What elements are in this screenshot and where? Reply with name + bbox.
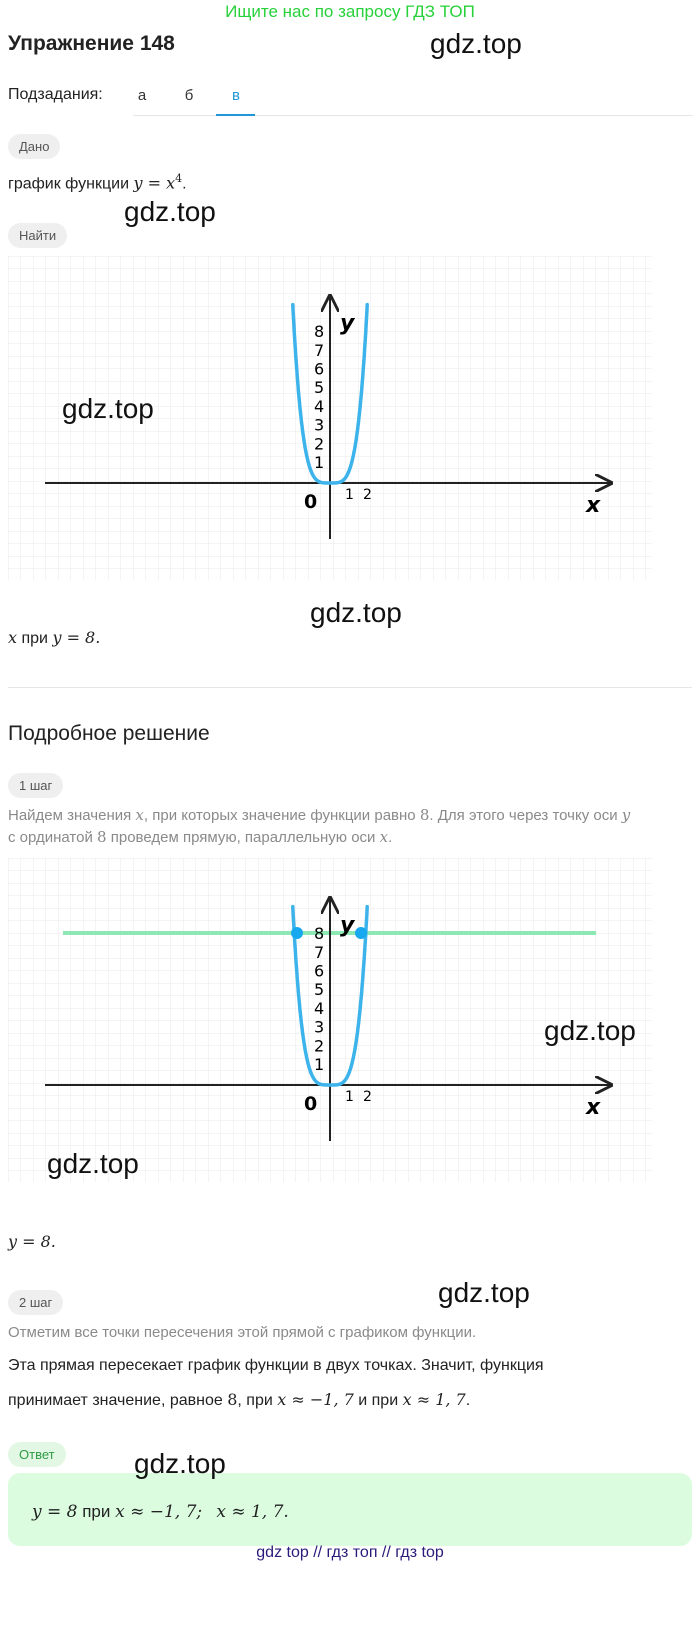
given-prefix: график функции [8,175,130,193]
x-axis-label: x [586,493,601,518]
y-tick-label: 4 [314,998,325,1018]
given-exponent: 4 [175,172,183,185]
x-tick-label: 1 [345,1089,354,1105]
answer-text [32,1502,289,1522]
origin-label: 0 [304,491,318,513]
given-suffix: . [182,175,187,193]
step1-text: . [388,829,393,846]
step2-text: . [465,1392,471,1409]
find-pill: Найти [8,223,67,248]
y-tick-label: 8 [314,924,325,944]
y-tick-label: 3 [314,1017,325,1037]
y-tick-label: 7 [314,340,325,360]
answer-math: x ≈ −1, 7; [115,1502,203,1522]
step1-math: x [379,828,389,846]
y-tick-label: 2 [314,1036,325,1056]
step2-line2 [8,1390,470,1410]
y-axis-label: y [340,913,355,938]
step2-pill: 2 шаг [8,1290,63,1315]
tab-b[interactable]: б [184,87,194,104]
divider [8,687,692,688]
step1-math: 8 [419,806,430,824]
y-tick-label: 3 [314,415,325,435]
step1-math: y [621,806,631,824]
y-tick-label: 1 [314,453,325,472]
y-tick-label: 6 [314,359,325,379]
answer-text-mid: при [82,1502,111,1521]
page-title: Упражнение 148 [8,32,175,55]
step2-line1: Эта прямая пересекает график функции в двух точках. Значит, функция [8,1357,544,1374]
y-tick-label: 8 [314,322,325,342]
step2-text: , при [237,1392,273,1409]
x-tick-label: 2 [363,1089,372,1105]
find-text [8,628,100,648]
subtasks-label: Подзадания: [8,86,103,103]
top-banner[interactable]: Ищите нас по запросу ГДЗ ТОП [225,2,475,21]
tab-a[interactable]: а [137,87,147,104]
find-var: x [8,628,18,647]
step1-line1 [8,806,630,824]
watermark: gdz.top [430,28,522,59]
y-tick-label: 6 [314,961,325,981]
step2-text: и при [358,1392,399,1409]
step2-text: принимает значение, равное [8,1392,223,1409]
y-tick-label: 5 [314,378,325,398]
y-tick-label: 4 [314,396,325,416]
origin-label: 0 [304,1093,318,1115]
find-formula: y = 8. [52,628,101,647]
step2-math: 8 [227,1390,238,1409]
watermark: gdz.top [134,1448,226,1479]
x-axis-label: x [586,1095,601,1120]
step1-text: проведем прямую, параллельную оси [110,829,376,846]
step1-text: . Для этого через точку оси [429,807,618,824]
answer-math: x ≈ 1, 7. [216,1502,289,1522]
step2-gray: Отметим все точки пересечения этой прямой с графиком функции. [8,1324,477,1341]
answer-pill: Ответ [8,1442,66,1467]
intersection-point [291,927,303,939]
step1-line2 [8,828,392,846]
find-mid: при [21,630,48,647]
y-tick-label: 1 [314,1055,325,1074]
step1-text: с ординатой [8,829,93,846]
y-tick-label: 2 [314,434,325,454]
given-text [8,172,187,193]
intersection-point [355,927,367,939]
step1-after: y = 8. [8,1232,56,1251]
active-tab-underline [216,114,255,116]
watermark: gdz.top [124,196,216,227]
step1-pill: 1 шаг [8,773,63,798]
x-tick-label: 1 [345,487,354,503]
watermark: gdz.top [438,1277,530,1308]
watermark: gdz.top [544,1015,636,1046]
step1-text: Найдем значения [8,807,132,824]
given-formula: y = x [133,173,176,193]
step1-text: , при которых значение функции равно [143,807,416,824]
answer-math: y = 8 [32,1502,78,1522]
watermark: gdz.top [62,393,154,424]
step2-math: x ≈ −1, 7 [277,1390,354,1409]
step1-math: 8 [97,828,107,846]
watermark: gdz.top [47,1148,139,1179]
tab-v[interactable]: в [232,87,240,104]
solution-title: Подробное решение [8,722,210,745]
step2-math: x ≈ 1, 7 [402,1390,466,1409]
x-tick-label: 2 [363,487,372,503]
given-pill: Дано [8,134,60,159]
y-axis-label: y [340,311,355,336]
y-tick-label: 5 [314,980,325,1000]
step1-math: x [135,806,144,824]
watermark: gdz.top [310,597,402,628]
footer-links[interactable]: gdz top // гдз топ // гдз top [256,1544,444,1561]
y-tick-label: 7 [314,942,325,962]
